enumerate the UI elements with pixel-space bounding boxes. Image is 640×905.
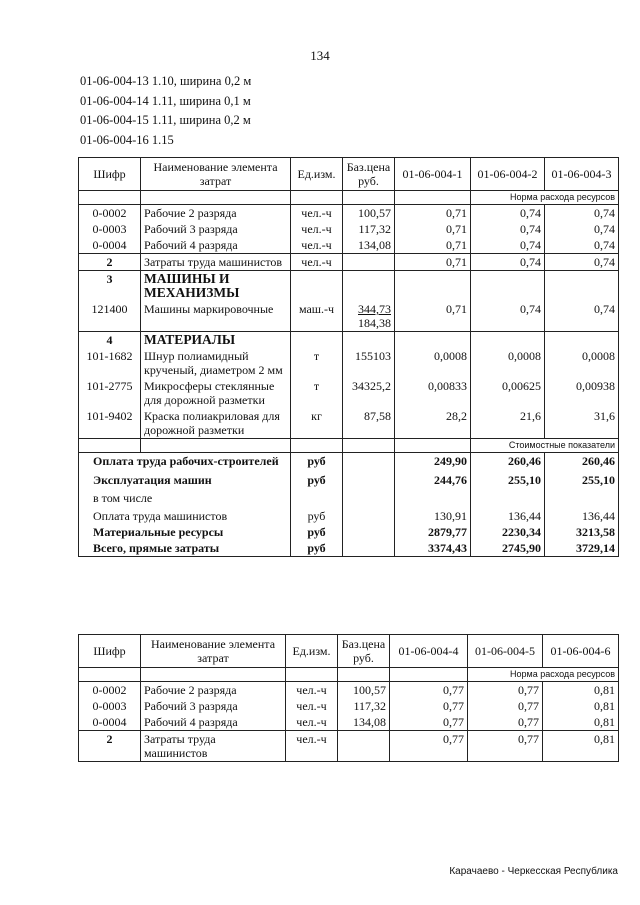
table-row xyxy=(79,714,619,731)
cell-value: 0,71 xyxy=(395,254,471,271)
table-row xyxy=(79,682,619,699)
cell-value: 260,46 xyxy=(471,453,545,470)
cell-name: Затраты труда машинистов xyxy=(141,254,291,271)
cell-value: 0,00833 xyxy=(395,378,471,408)
header-col-4: 01-06-004-4 xyxy=(390,635,468,668)
cell-unit: кг xyxy=(291,408,343,439)
cell-unit: чел.-ч xyxy=(286,682,338,699)
cell-value: 0,74 xyxy=(471,254,545,271)
header-code: Шифр xyxy=(79,158,141,191)
cell-price xyxy=(343,301,395,332)
cell-value: 0,77 xyxy=(390,731,468,762)
cell-value: 3729,14 xyxy=(545,540,619,557)
table-row xyxy=(79,348,619,378)
cell-value: 3374,43 xyxy=(395,540,471,557)
cost-name: Всего, прямые затраты xyxy=(79,540,291,557)
cell-name: Рабочий 4 разряда xyxy=(141,714,286,731)
cell-value: 0,00625 xyxy=(471,378,545,408)
cell-value: 31,6 xyxy=(545,408,619,439)
section-title: МАШИНЫ И МЕХАНИЗМЫ xyxy=(141,271,291,302)
cost-row xyxy=(79,469,619,488)
cell-value: 0,81 xyxy=(543,731,619,762)
table-row xyxy=(79,221,619,237)
cell-value: 0,74 xyxy=(545,254,619,271)
cell-code: 101-2775 xyxy=(79,378,141,408)
header-col-3: 01-06-004-3 xyxy=(545,158,619,191)
cell-value: 260,46 xyxy=(545,453,619,470)
table-row xyxy=(79,698,619,714)
cell-name: Затраты труда машинистов xyxy=(141,731,286,762)
cost-name: Материальные ресурсы xyxy=(79,524,291,540)
cell-unit: руб xyxy=(291,524,343,540)
cell-value: 0,74 xyxy=(545,205,619,222)
cell-value: 3213,58 xyxy=(545,524,619,540)
header-unit: Ед.изм. xyxy=(291,158,343,191)
cell-value: 0,74 xyxy=(471,221,545,237)
cell-value: 0,00938 xyxy=(545,378,619,408)
cell-code: 4 xyxy=(79,332,141,349)
cell-value: 28,2 xyxy=(395,408,471,439)
header-col-2: 01-06-004-2 xyxy=(471,158,545,191)
header-code: Шифр xyxy=(79,635,141,668)
cell-value: 0,77 xyxy=(468,714,543,731)
code-list xyxy=(80,72,251,150)
cell-name: Рабочий 4 разряда xyxy=(141,237,291,254)
header-col-5: 01-06-004-5 xyxy=(468,635,543,668)
cell-name: Рабочий 3 разряда xyxy=(141,698,286,714)
cell-unit: чел.-ч xyxy=(286,714,338,731)
cell-price: 117,32 xyxy=(343,221,395,237)
cell-code: 0-0003 xyxy=(79,698,141,714)
cell-value: 136,44 xyxy=(471,508,545,524)
cell-name: Рабочие 2 разряда xyxy=(141,205,291,222)
cell-unit: маш.-ч xyxy=(291,301,343,332)
cost-name: Эксплуатация машин xyxy=(79,469,291,488)
cost-row xyxy=(79,524,619,540)
cost-name: в том числе xyxy=(79,488,291,508)
cell-value: 136,44 xyxy=(545,508,619,524)
code-line: 01-06-004-13 1.10, ширина 0,2 м xyxy=(80,74,252,88)
cell-price: 117,32 xyxy=(338,698,390,714)
table-row xyxy=(79,378,619,408)
cell-value: 0,74 xyxy=(471,205,545,222)
cell-value: 0,77 xyxy=(468,682,543,699)
resource-table-1 xyxy=(78,157,619,557)
cell-unit: руб xyxy=(291,453,343,470)
code-line: 01-06-004-15 1.11, ширина 0,2 м xyxy=(80,113,251,127)
cell-value: 255,10 xyxy=(545,469,619,488)
resource-table-2 xyxy=(78,634,619,762)
cell-price: 100,57 xyxy=(343,205,395,222)
cell-unit: руб xyxy=(291,469,343,488)
cell-name: Микросферы стеклянные для дорожной разметки xyxy=(141,378,291,408)
cost-row xyxy=(79,453,619,470)
footer-region: Карачаево - Черкесская Республика xyxy=(449,866,618,877)
cost-name: Оплата труда машинистов xyxy=(79,508,291,524)
cell-value: 249,90 xyxy=(395,453,471,470)
cell-value: 0,77 xyxy=(390,714,468,731)
table-row xyxy=(79,731,619,762)
table-row xyxy=(79,237,619,254)
cell-name: Краска полиакриловая для дорожной разметки xyxy=(141,408,291,439)
header-col-1: 01-06-004-1 xyxy=(395,158,471,191)
cell-price: 155103 xyxy=(343,348,395,378)
cell-value: 0,0008 xyxy=(395,348,471,378)
price-line: 184,38 xyxy=(358,316,391,330)
cell-code: 0-0002 xyxy=(79,682,141,699)
header-name: Наименование элемента затрат xyxy=(141,635,286,668)
table-row xyxy=(79,301,619,332)
cell-price: 34325,2 xyxy=(343,378,395,408)
header-price: Баз.цена руб. xyxy=(343,158,395,191)
cell-value: 0,74 xyxy=(545,301,619,332)
cost-row xyxy=(79,540,619,557)
cell-unit: чел.-ч xyxy=(291,254,343,271)
cell-value: 0,71 xyxy=(395,221,471,237)
cell-code: 2 xyxy=(79,254,141,271)
norm-label: Норма расхода ресурсов xyxy=(471,191,619,205)
cell-value: 130,91 xyxy=(395,508,471,524)
cost-name: Оплата труда рабочих-строителей xyxy=(79,453,291,470)
header-unit: Ед.изм. xyxy=(286,635,338,668)
cell-value: 0,0008 xyxy=(471,348,545,378)
table-row xyxy=(79,408,619,439)
page-number: 134 xyxy=(310,48,330,63)
cell-value: 0,74 xyxy=(545,237,619,254)
cell-value: 0,81 xyxy=(543,682,619,699)
section-row xyxy=(79,271,619,302)
cell-unit: руб xyxy=(291,508,343,524)
cell-code: 0-0004 xyxy=(79,714,141,731)
cell-code: 0-0004 xyxy=(79,237,141,254)
cell-value: 0,71 xyxy=(395,205,471,222)
cell-price: 134,08 xyxy=(343,237,395,254)
cell-unit: руб xyxy=(291,540,343,557)
cell-name: Рабочий 3 разряда xyxy=(141,221,291,237)
cell-code: 101-9402 xyxy=(79,408,141,439)
cell-unit: чел.-ч xyxy=(291,221,343,237)
cell-unit: т xyxy=(291,348,343,378)
cell-value: 0,81 xyxy=(543,714,619,731)
cell-name: Машины маркировочные xyxy=(141,301,291,332)
cell-unit: чел.-ч xyxy=(286,731,338,762)
cell-value: 0,77 xyxy=(390,682,468,699)
cell-value: 0,0008 xyxy=(545,348,619,378)
norm-label: Норма расхода ресурсов xyxy=(468,668,619,682)
cell-name: Рабочие 2 разряда xyxy=(141,682,286,699)
code-line: 01-06-004-14 1.11, ширина 0,1 м xyxy=(80,93,251,108)
cell-price: 87,58 xyxy=(343,408,395,439)
cell-value: 0,77 xyxy=(468,698,543,714)
cell-unit: чел.-ч xyxy=(286,698,338,714)
cell-unit: т xyxy=(291,378,343,408)
cell-value: 0,77 xyxy=(390,698,468,714)
header-col-6: 01-06-004-6 xyxy=(543,635,619,668)
cell-code: 0-0002 xyxy=(79,205,141,222)
cell-code: 101-1682 xyxy=(79,348,141,378)
cell-value: 0,74 xyxy=(545,221,619,237)
cell-name: Шнур полиамидный крученый, диаметром 2 мм xyxy=(141,348,291,378)
cost-row xyxy=(79,488,619,508)
cell-value: 2230,34 xyxy=(471,524,545,540)
cell-price: 134,08 xyxy=(338,714,390,731)
section-title: МАТЕРИАЛЫ xyxy=(141,332,291,349)
table-row xyxy=(79,254,619,271)
cost-label: Стоимостные показатели xyxy=(471,439,619,453)
price-line: 344,73 xyxy=(358,302,391,316)
cell-value: 0,71 xyxy=(395,301,471,332)
cell-value: 244,76 xyxy=(395,469,471,488)
cost-row xyxy=(79,508,619,524)
cell-price: 100,57 xyxy=(338,682,390,699)
section-row xyxy=(79,332,619,349)
cell-code: 0-0003 xyxy=(79,221,141,237)
header-name: Наименование элемента затрат xyxy=(141,158,291,191)
cell-value: 0,81 xyxy=(543,698,619,714)
cell-value: 0,74 xyxy=(471,237,545,254)
cell-code: 3 xyxy=(79,271,141,302)
cell-code: 2 xyxy=(79,731,141,762)
code-line: 01-06-004-16 1.15 xyxy=(80,132,174,147)
cell-value: 0,77 xyxy=(468,731,543,762)
header-price: Баз.цена руб. xyxy=(338,635,390,668)
cell-value: 2879,77 xyxy=(395,524,471,540)
cell-value: 255,10 xyxy=(471,469,545,488)
cell-value: 0,71 xyxy=(395,237,471,254)
cell-value: 0,74 xyxy=(471,301,545,332)
cell-value: 21,6 xyxy=(471,408,545,439)
cell-value: 2745,90 xyxy=(471,540,545,557)
cell-code: 121400 xyxy=(79,301,141,332)
cell-unit: чел.-ч xyxy=(291,237,343,254)
cell-unit: чел.-ч xyxy=(291,205,343,222)
table-row xyxy=(79,205,619,222)
